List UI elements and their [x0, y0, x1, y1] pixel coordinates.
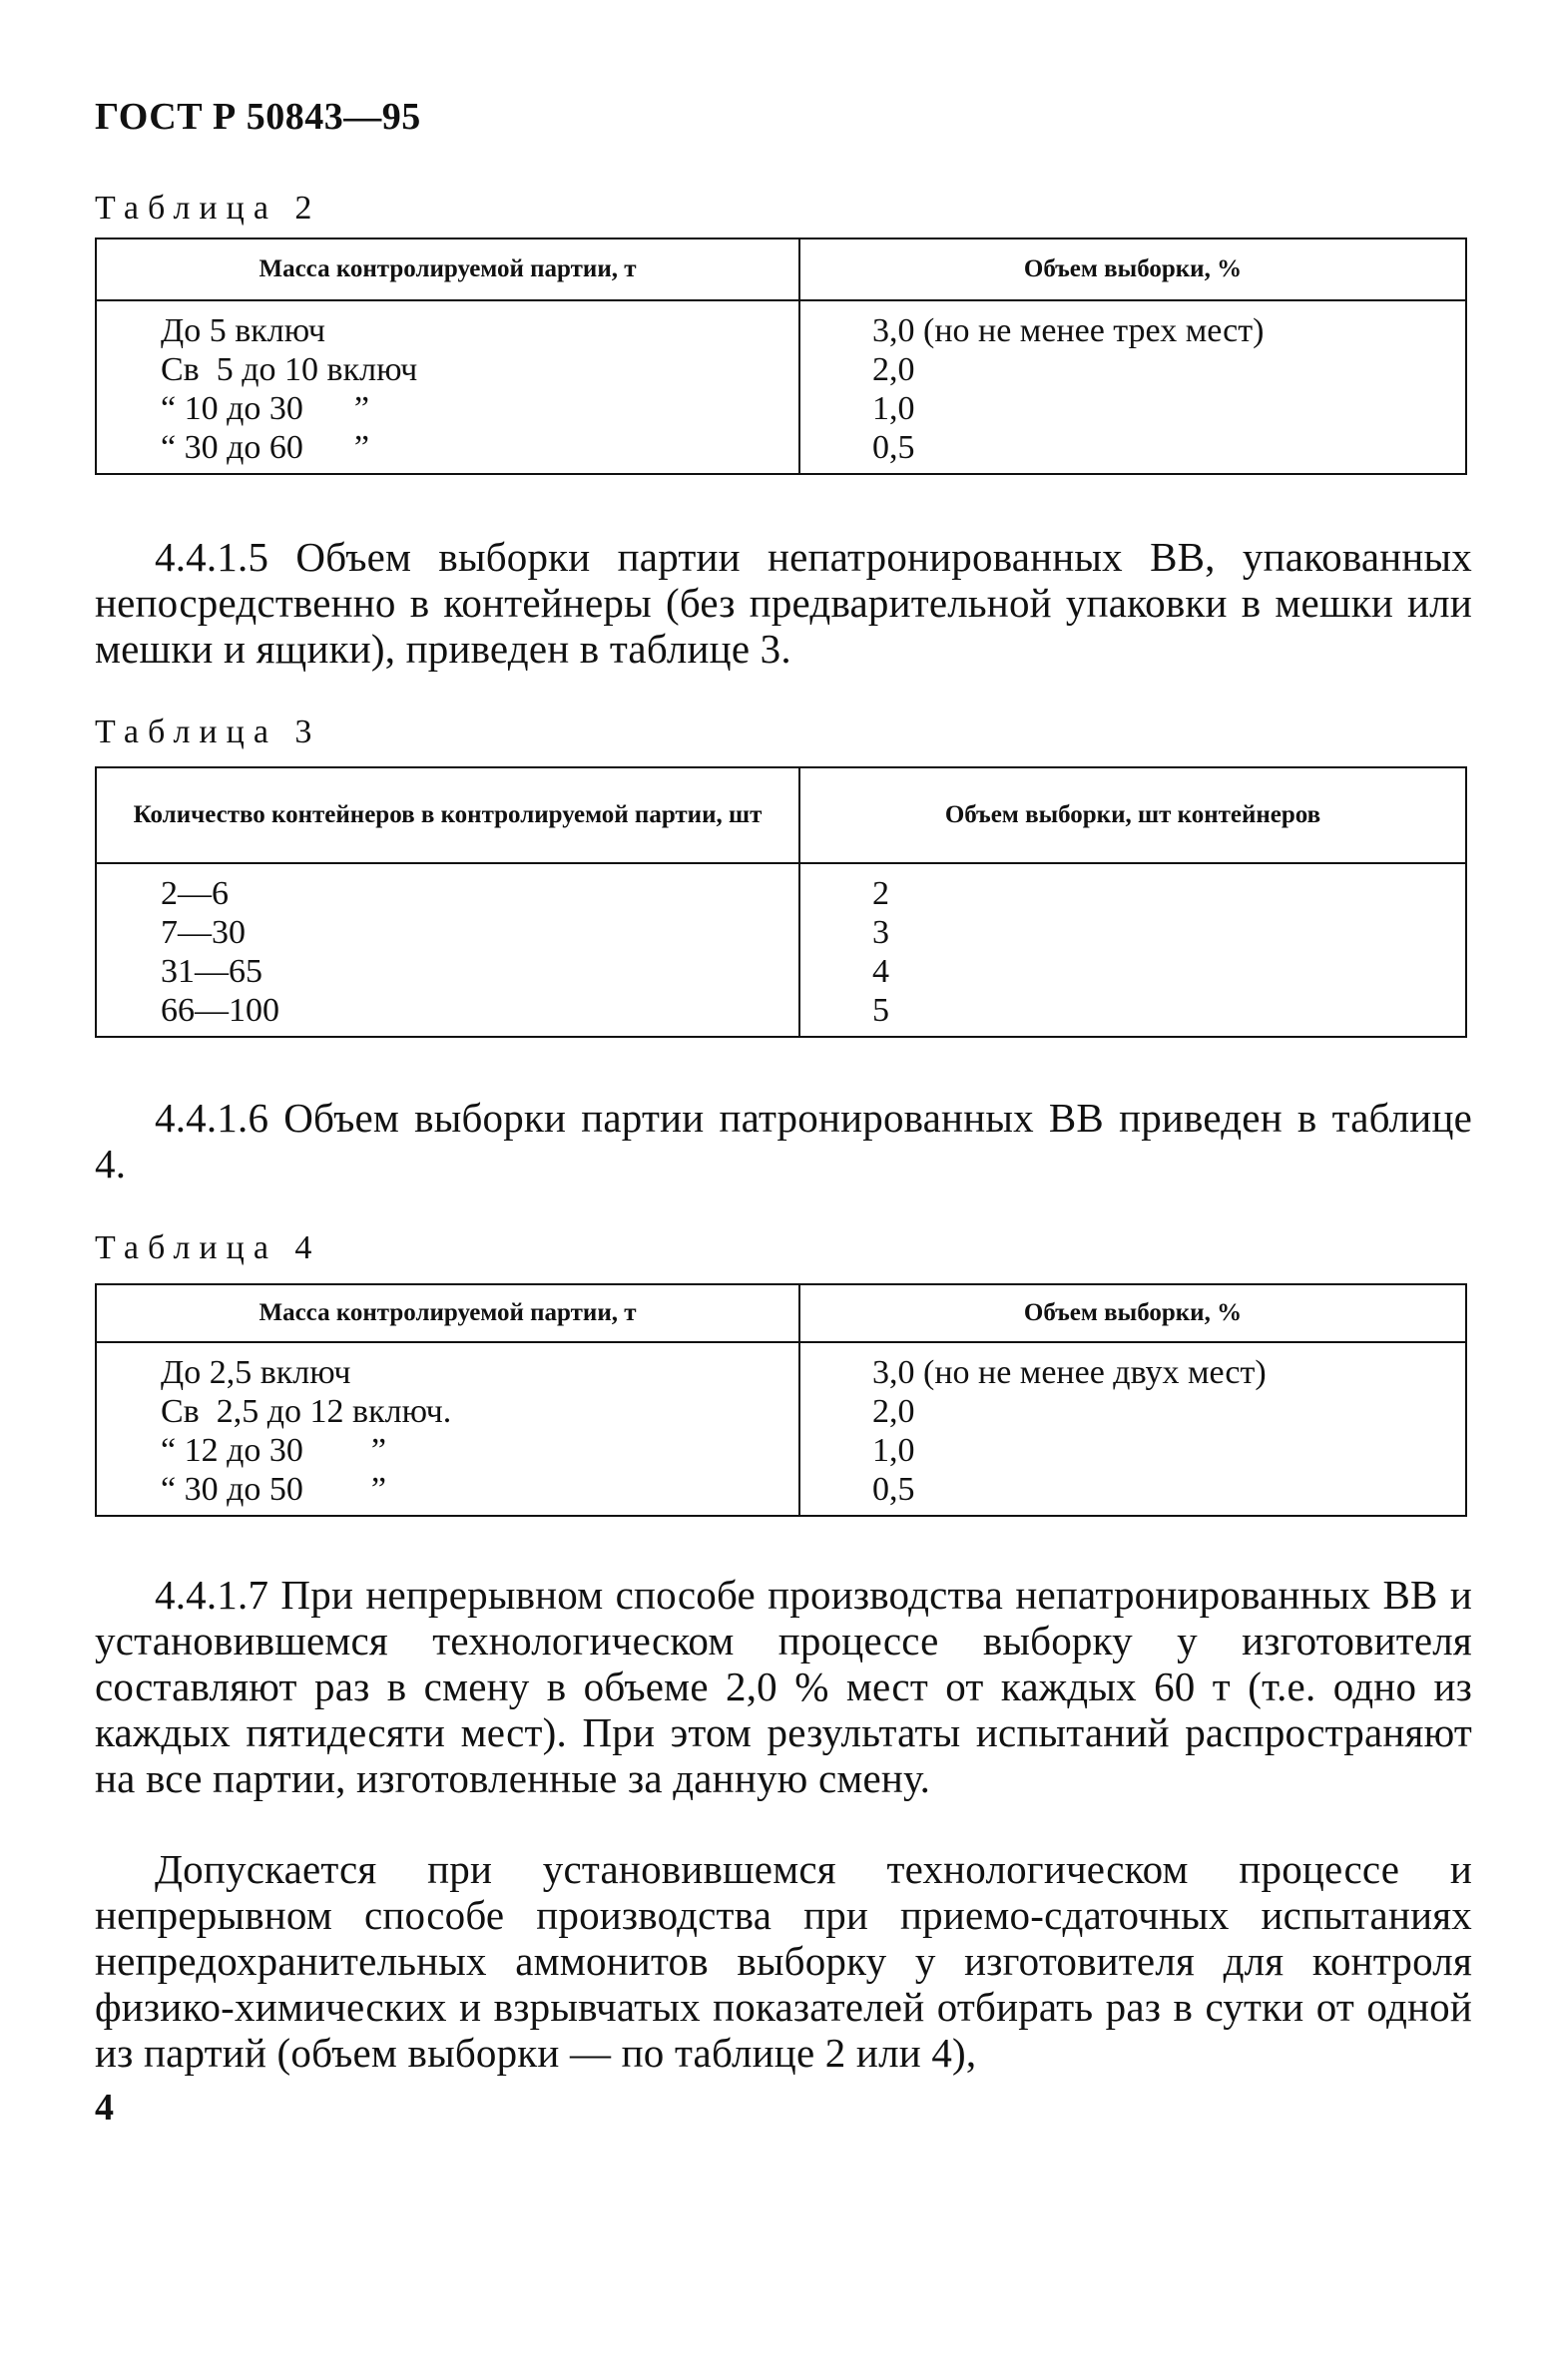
- table-3-header-sample: Объем выборки, шт контейнеров: [799, 767, 1466, 863]
- table-row-cell: Св 5 до 10 включ: [161, 351, 418, 388]
- table-row-cell: 5: [872, 992, 889, 1029]
- table-3-col-sample: [799, 863, 1466, 1037]
- table-3-col-count: [96, 863, 799, 1037]
- table-row-cell: 31—65: [161, 953, 262, 990]
- table-row-cell: “ 12 до 30 ”: [161, 1432, 386, 1469]
- table-4-header-mass: Масса контролируемой партии, т: [96, 1284, 799, 1342]
- table-row-cell: 1,0: [872, 1432, 915, 1469]
- paragraph-4-4-1-6: 4.4.1.6 Объем выборки партии патронированных ВВ приведен в таблице 4.: [95, 1095, 1472, 1187]
- table-row-cell: 66—100: [161, 992, 279, 1029]
- paragraph-4-4-1-5: 4.4.1.5 Объем выборки партии непатронированных ВВ, упакованных непосредственно в контейнеры (без предварительной упаковки в мешки или мешки и ящики), приведен в таблице 3.: [95, 534, 1472, 672]
- page-number: 4: [95, 2087, 114, 2129]
- table-4-col-mass: [96, 1342, 799, 1516]
- table-3: [95, 766, 1467, 1038]
- table-row-cell: 1,0: [872, 390, 915, 427]
- table-row-cell: “ 30 до 60 ”: [161, 429, 369, 466]
- table-row-cell: До 5 включ: [161, 312, 325, 349]
- table-row-cell: 3: [872, 914, 889, 951]
- table-row-cell: 0,5: [872, 429, 915, 466]
- table-4: [95, 1283, 1467, 1517]
- table-row-cell: 2,0: [872, 1393, 915, 1430]
- table-row-cell: До 2,5 включ: [161, 1354, 351, 1391]
- table-2-header-mass: Масса контролируемой партии, т: [96, 238, 799, 300]
- table-row-cell: Св 2,5 до 12 включ.: [161, 1393, 452, 1430]
- table-2-header-sample: Объем выборки, %: [799, 238, 1466, 300]
- table-2: [95, 238, 1467, 475]
- table-2-col-sample: [799, 300, 1466, 474]
- document-header: ГОСТ Р 50843—95: [95, 96, 421, 138]
- table-3-header-count: Количество контейнеров в контролируемой партии, шт: [96, 767, 799, 863]
- table-4-header-sample: Объем выборки, %: [799, 1284, 1466, 1342]
- table-2-col-mass: [96, 300, 799, 474]
- table-row-cell: “ 30 до 50 ”: [161, 1471, 386, 1508]
- table-row-cell: 3,0 (но не менее двух мест): [872, 1354, 1267, 1391]
- table-row-cell: 4: [872, 953, 889, 990]
- table-row-cell: 2—6: [161, 875, 229, 912]
- table-3-caption: Таблица 3: [95, 714, 321, 750]
- table-4-caption: Таблица 4: [95, 1229, 321, 1266]
- table-row-cell: 2: [872, 875, 889, 912]
- table-row-cell: 2,0: [872, 351, 915, 388]
- paragraph-4-4-1-7: 4.4.1.7 При непрерывном способе производства непатронированных ВВ и установившемся технологическом процессе выборку у изготовителя составляют раз в смену в объеме 2,0 % мест от каждых 60 т (т.е. одно из каждых пятидесяти мест). При этом результаты испытаний распространяют на все партии, изготовленные за данную смену.: [95, 1572, 1472, 1801]
- table-2-caption: Таблица 2: [95, 190, 321, 227]
- table-row-cell: 3,0 (но не менее трех мест): [872, 312, 1265, 349]
- table-row-cell: 0,5: [872, 1471, 915, 1508]
- table-row-cell: 7—30: [161, 914, 246, 951]
- paragraph-allowed: Допускается при установившемся технологическом процессе и непрерывном способе производства при приемо-сдаточных испытаниях непредохранительных аммонитов выборку у изготовителя для контроля физико-химических и взрывчатых показателей отбирать раз в сутки от одной из партий (объем выборки — по таблице 2 или 4),: [95, 1846, 1472, 2076]
- table-4-col-sample: [799, 1342, 1466, 1516]
- table-row-cell: “ 10 до 30 ”: [161, 390, 369, 427]
